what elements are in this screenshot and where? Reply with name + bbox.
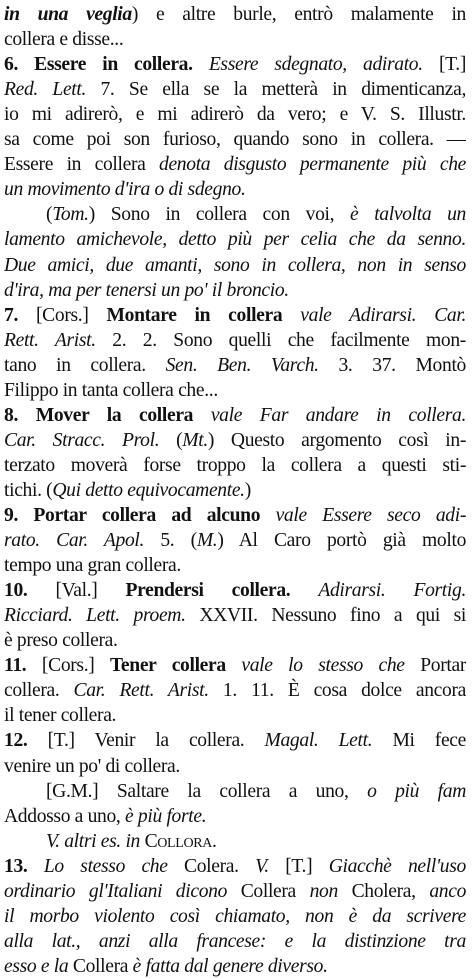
text-run: ) <box>244 479 251 501</box>
text-line <box>4 353 466 378</box>
text-run: 2. 2. Sono quelli che facilmente mon- <box>112 329 466 351</box>
text-run: 3. 37. Montò <box>338 354 466 376</box>
text-run: Collera <box>72 955 133 977</box>
text-line <box>4 854 466 879</box>
text-run: collera e disse... <box>4 29 124 51</box>
text-run: il morbo violento così chiamato, non è da scrivere <box>4 905 466 927</box>
text-run: 1. 11. È cosa dolce ancora <box>222 680 466 702</box>
text-run: Tener collera <box>110 655 242 677</box>
text-line <box>4 177 466 202</box>
text-run: Magal. Lett. <box>264 730 393 752</box>
text-run: sa come poi son furioso, quando sono in collera. — <box>4 129 466 151</box>
text-line <box>4 528 466 553</box>
text-run: ) e altre burle, entrò malamente in <box>131 4 466 25</box>
text-run: Ricciard. Lett. proem. <box>4 605 200 627</box>
text-run: [T.] <box>438 54 466 76</box>
text-run: 9. Portar collera ad alcuno <box>4 505 276 526</box>
text-line <box>4 678 466 703</box>
text-run: Portar <box>420 655 466 677</box>
text-line <box>4 628 466 653</box>
text-run: Lo stesso che <box>43 855 185 877</box>
text-line <box>4 278 466 303</box>
text-line <box>4 52 466 77</box>
text-run: o più fam <box>367 780 466 802</box>
text-run: 13. <box>4 855 44 877</box>
text-run: alla lat., anzi alla francese: e la distinzione tra <box>4 930 466 952</box>
text-line <box>4 378 466 403</box>
text-run: venire un po' di collera. <box>4 755 180 777</box>
text-run: non <box>309 880 352 902</box>
text-line <box>4 929 466 954</box>
text-line <box>4 253 466 278</box>
text-run: Collora. <box>144 830 217 852</box>
text-line <box>4 152 466 177</box>
text-run: vale Essere seco adi- <box>275 505 466 526</box>
text-line <box>46 202 466 227</box>
text-line <box>4 77 466 102</box>
text-run: XXVII. Nessuno fino a qui si <box>199 605 466 627</box>
text-run: 5. ( <box>160 530 197 552</box>
text-run: vale Far andare in collera. <box>210 404 466 426</box>
text-run: ( <box>176 429 183 451</box>
text-run: Car. Stracc. Prol. <box>4 429 177 451</box>
text-run: d'ira, ma per tenersi un po' il broncio. <box>4 279 289 301</box>
text-run: è fatta dal genere diverso. <box>132 955 328 977</box>
text-line <box>4 578 466 603</box>
text-run: tempo una gran collera. <box>4 555 181 577</box>
text-run: Colera. <box>184 855 256 877</box>
text-run: V. altri es. in <box>46 830 145 852</box>
text-run: ) Sono in collera con voi, <box>88 204 351 226</box>
text-run: 10. <box>4 580 56 602</box>
text-run: [Cors.] <box>41 655 110 677</box>
text-run: 7. Se ella se la metterà in dimenticanza, <box>100 79 466 101</box>
text-run: [T.] Venir la collera. <box>47 730 265 752</box>
text-run: [G.M.] Saltare la collera a uno, <box>46 780 368 802</box>
text-run: V. <box>255 855 286 877</box>
text-run: esso e la <box>4 955 73 977</box>
text-run: ordinario gl'Italiani dicono <box>4 880 241 902</box>
text-run: Essere in collera <box>4 154 160 176</box>
text-line <box>4 954 466 979</box>
text-run: un movimento d'ira o di sdegno. <box>4 179 246 201</box>
text-line <box>4 754 466 779</box>
text-run: M. <box>196 530 218 552</box>
text-run: Filippo in tanta collera che... <box>4 379 218 401</box>
text-run: è talvolta un <box>350 204 466 226</box>
text-run: 8. Mover la collera <box>4 404 211 426</box>
text-line <box>4 603 466 628</box>
text-line <box>4 728 466 753</box>
text-run: Tom. <box>52 204 89 226</box>
text-line <box>4 403 466 428</box>
text-run: [Cors.] <box>35 304 107 326</box>
text-run: Collera <box>240 880 310 902</box>
text-run: Red. Lett. <box>4 79 101 101</box>
text-line <box>4 27 466 52</box>
text-run: [Val.] <box>55 580 126 602</box>
text-run: Prendersi collera. <box>125 580 319 602</box>
text-run: Adirarsi. Fortig. <box>318 580 466 602</box>
text-line <box>4 328 466 353</box>
text-line <box>4 879 466 904</box>
text-run: Sen. Ben. Varch. <box>165 354 339 376</box>
text-run: Rett. Arist. <box>4 329 113 351</box>
text-line <box>46 829 466 854</box>
text-run: Essere sdegnato, adirato. <box>208 54 439 76</box>
text-line <box>4 503 466 528</box>
text-run: Cholera, <box>351 880 430 902</box>
text-line <box>4 478 466 503</box>
text-run: 7. <box>4 304 36 326</box>
text-run: Mt. <box>182 429 208 451</box>
text-run: Montare in collera <box>106 304 301 326</box>
text-line <box>4 453 466 478</box>
text-run: collera. <box>4 680 74 702</box>
text-run: lamento amichevole, detto più per celia che da senno. <box>4 229 466 251</box>
text-line <box>4 653 466 678</box>
text-run: è più forte. <box>125 805 207 827</box>
text-line <box>4 102 466 127</box>
text-run: Addosso a uno, <box>4 805 126 827</box>
text-run: denota disgusto permanente più che <box>159 154 466 176</box>
text-run: il tener collera. <box>4 705 117 727</box>
text-run: terzato moverà forse troppo la collera a questi sti- <box>4 454 466 476</box>
text-run: Due amici, due amanti, sono in collera, non in senso <box>4 254 466 276</box>
text-line <box>4 227 466 252</box>
text-run: Car. Rett. Arist. <box>73 680 223 702</box>
text-line <box>4 804 466 829</box>
text-run: tano in collera. <box>4 354 166 376</box>
text-run: Mi fece <box>392 730 466 752</box>
text-run: 12. <box>4 730 48 752</box>
text-run: ) Al Caro portò già molto <box>217 530 466 552</box>
text-line <box>46 779 466 804</box>
text-run: Qui detto equivocamente. <box>52 479 245 501</box>
text-run: io mi adirerò, e mi adirerò da vero; e V. S. Illustr. <box>4 104 466 126</box>
text-run: in una veglia <box>4 4 132 25</box>
text-line <box>4 303 466 328</box>
text-line <box>4 127 466 152</box>
text-run: anco <box>429 880 466 902</box>
text-run: 11. <box>4 655 42 677</box>
text-run: ) Questo argomento così in- <box>207 429 466 451</box>
text-run: tichi. ( <box>4 479 53 501</box>
text-run: vale lo stesso che <box>241 655 421 677</box>
text-line <box>4 904 466 929</box>
text-run: vale Adirarsi. Car. <box>300 304 466 326</box>
text-line <box>4 2 466 27</box>
text-run: ( <box>46 204 53 226</box>
text-run: è preso collera. <box>4 630 118 652</box>
text-run: [T.] <box>285 855 329 877</box>
text-line <box>4 553 466 578</box>
text-run: rato. Car. Apol. <box>4 530 161 552</box>
text-line <box>4 428 466 453</box>
text-run: 6. Essere in collera. <box>4 54 209 76</box>
text-line <box>4 703 466 728</box>
text-run: Giacchè nell'uso <box>328 855 466 877</box>
